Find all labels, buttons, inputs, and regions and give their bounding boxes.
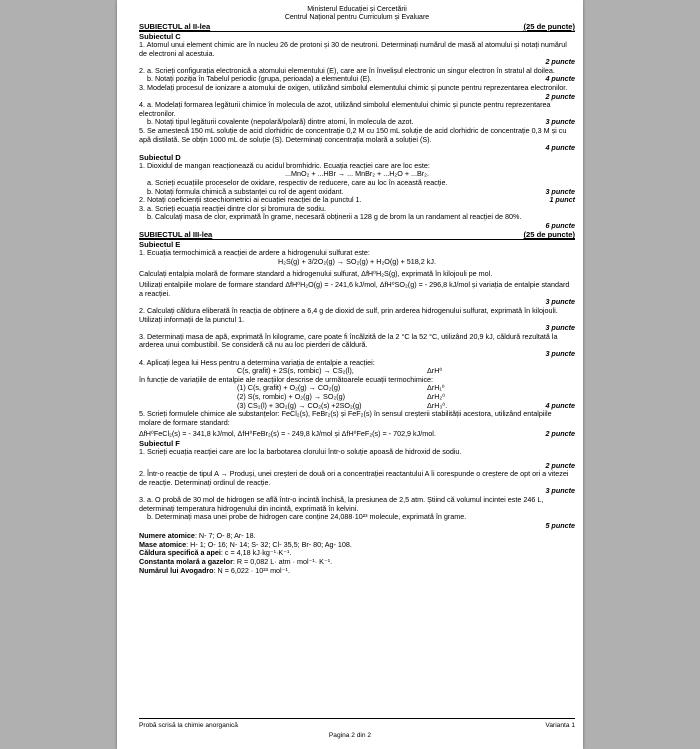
page-content xyxy=(139,6,575,575)
subject-f-title: Subiectul F xyxy=(139,438,180,448)
question-d1b: b. Notați formula chimică a substanței cu rol de agent oxidant. xyxy=(147,186,344,196)
footer-right: Varianta 1 xyxy=(545,722,575,729)
question-f3b: b. Determinați masa unei probe de hidrogen care conține 24,088·10²³ molecule, exprimată în grame. xyxy=(147,512,467,522)
equation-e4-2-dh: ΔrH₂⁰ xyxy=(427,391,446,401)
constant-gas: Constanta molară a gazelor: R = 0,082 L· atm · mol⁻¹· K⁻¹. xyxy=(139,557,333,567)
question-e3: 3. Determinați masa de apă, exprimată în kilograme, care poate fi încălzită de la 2 °C la 52 °C, utilizând 20,9 kJ, căldură rezultată la arderea unui combustibil. Se consideră că nu au loc pierderi de căldură. xyxy=(139,331,558,350)
question-d3b: b. Calculați masa de clor, exprimată în grame, necesară obținerii a 128 g de brom la un randament al reacției de 80%. xyxy=(147,212,522,222)
points-f1: 2 puncte xyxy=(545,460,575,470)
question-e1a: Calculați entalpia molară de formare standard a hidrogenului sulfurat, ΔfH⁰H₂S(g), exprimată în kilojouli pe mol. xyxy=(139,268,493,278)
points-d1: 3 puncte xyxy=(545,186,575,196)
question-d3a: 3. a. Scrieți ecuația reacției dintre clor și bromura de sodiu. xyxy=(139,203,326,213)
points-e1: 3 puncte xyxy=(545,297,575,307)
equation-e4-dh: ΔrH⁰ xyxy=(427,366,443,376)
footer-left: Probă scrisă la chimie anorganică xyxy=(139,722,238,729)
points-f3: 5 puncte xyxy=(545,520,575,530)
footer xyxy=(139,722,575,729)
points-c5: 4 puncte xyxy=(545,143,575,153)
section-2-title xyxy=(139,22,575,32)
equation-e4-1-text: (1) C(s, grafit) + O₂(g) → CO₂(g) xyxy=(237,383,341,393)
question-f3a: 3. a. O probă de 30 mol de hidrogen se află într-o incintă închisă, la presiunea de 2,5 atm. Știind că volumul incintei este 246 L, determinați temperatura hidrogenului din incintă, exprimată în kelvini. xyxy=(139,494,544,513)
section-3-points: (25 de puncte) xyxy=(523,230,575,240)
points-e4: 4 puncte xyxy=(545,400,575,410)
section-3-title xyxy=(139,230,575,240)
equation-e4-1-dh: ΔrH₁⁰ xyxy=(427,383,445,393)
values-e5: ΔfH⁰FeCl₂(s) = - 341,8 kJ/mol, ΔfH⁰FeBr₂(s) = - 249,8 kJ/mol și ΔfH⁰FeF₂(s) = - 702,9 kJ/mol. xyxy=(139,429,436,439)
question-e4-text: în funcție de variațiile de entalpie ale reacțiilor descrise de următoarele ecuații termochimice: xyxy=(139,374,434,384)
points-d2: 1 punct xyxy=(549,195,575,205)
section-2-label: SUBIECTUL al II-lea xyxy=(139,22,211,31)
subject-e-title: Subiectul E xyxy=(139,240,181,250)
constants-block xyxy=(139,532,575,575)
subject-c-title: Subiectul C xyxy=(139,32,181,41)
equation-e4-3-text: (3) CS₂(l) + 3O₂(g) → CO₂(s) +2SO₂(g) xyxy=(237,400,362,410)
footer-divider xyxy=(139,718,575,719)
points-f2: 3 puncte xyxy=(545,486,575,496)
equation-e1: H₂S(g) + 3/2O₂(g) → SO₂(g) + H₂O(g) + 518,2 kJ. xyxy=(278,257,436,267)
equation-e4-3-dh: ΔrH₃⁰. xyxy=(427,400,448,410)
section-3-label: SUBIECTUL al III-lea xyxy=(139,230,213,240)
page-number: Pagina 2 din 2 xyxy=(328,732,372,739)
equation-e4-1 xyxy=(139,384,575,393)
question-c2b: b. Notați poziția în Tabelul periodic (grupa, perioada) a elementului (E). xyxy=(147,74,372,84)
points-c4: 3 puncte xyxy=(545,117,575,127)
question-c5: 5. Se amestecă 150 mL soluție de acid clorhidric de concentrație 0,2 M cu 150 mL soluție de acid clorhidric de concentrație 0,3 M și cu apă distilată. Se obțin 1000 mL de soluție (S). Determinați concentrația molară a soluției (S). xyxy=(139,125,567,144)
question-f1: 1. Scrieți ecuația reacției care are loc la barbotarea clorului într-o soluție apoasă de hidroxid de sodiu. xyxy=(139,446,462,456)
points-d3: 6 puncte xyxy=(545,220,575,230)
header-ministry: Ministerul Educației și Cercetării xyxy=(307,6,407,13)
constant-water-heat: Căldura specifică a apei: c = 4,18 kJ·kg⁻¹·K⁻¹. xyxy=(139,548,292,558)
points-e3: 3 puncte xyxy=(545,349,575,358)
question-c3: 3. Modelați procesul de ionizare a atomului de oxigen, utilizând simbolul elementului chimic și puncte pentru reprezentarea electronilor. xyxy=(139,82,568,92)
equation-e4-text: C(s, grafit) + 2S(s, rombic) → CS₂(l), xyxy=(237,366,354,376)
points-e5: 2 puncte xyxy=(545,429,575,439)
points-c2: 4 puncte xyxy=(545,74,575,84)
question-e1: 1. Ecuația termochimică a reacției de ardere a hidrogenului sulfurat este: xyxy=(139,248,370,258)
question-e2: 2. Calculați căldura eliberată în reacția de obținere a 6,4 g de dioxid de sulf, prin arderea hidrogenului sulfurat, exprimată în kilojouli. Utilizați informații de la punctul 1. xyxy=(139,306,558,324)
equation-e4-2-text: (2) S(s, rombic) + O₂(g) → SO₂(g) xyxy=(237,391,346,401)
question-e4: 4. Aplicați legea lui Hess pentru a determina variația de entalpie a reacției: xyxy=(139,357,375,367)
points-c1: 2 puncte xyxy=(545,57,575,67)
question-e1b: Utilizați entalpiile molare de formare standard ΔfH⁰H₂O(g) = - 241,6 kJ/mol, ΔfH⁰SO₂(g) = - 296,8 kJ/mol și variația de entalpie standard a reacției. xyxy=(139,280,570,298)
question-c2a: 2. a. Scrieți configurația electronică a atomului elementului (E), care are în învelișul electronic un singur electron în stratul al doilea. xyxy=(139,65,555,75)
question-c1: 1. Atomul unui element chimic are în nucleu 26 de protoni și 30 de neutroni. Determinați numărul de masă al atomului și notați numărul de electroni al acestuia. xyxy=(139,40,567,58)
question-c4a: 4. a. Modelați formarea legăturii chimice în molecula de azot, utilizând simbolul elementului chimic și puncte pentru reprezentarea electronilor. xyxy=(139,100,551,118)
constant-atomic-numbers: Numere atomice: N- 7; O- 8; Ar- 18. xyxy=(139,531,256,541)
constant-atomic-masses: Mase atomice: H- 1; O- 16; N- 14; S- 32; Cl- 35,5; Br- 80; Ag- 108. xyxy=(139,539,352,549)
question-d1: 1. Dioxidul de mangan reacționează cu acidul bromhidric. Ecuația reacției care are loc este: xyxy=(139,160,430,170)
points-c3: 2 puncte xyxy=(545,91,575,101)
question-d1a: a. Scrieți ecuațiile proceselor de oxidare, respectiv de reducere, care au loc în această reacție. xyxy=(147,177,448,187)
document-page xyxy=(117,0,583,749)
question-c4b: b. Notați tipul legăturii covalente (nepolară/polară) dintre atomi, în molecula de azot. xyxy=(147,117,414,127)
equation-d1: ...MnO₂ + ...HBr → ... MnBr₂ + ...H₂O + ...Br₂. xyxy=(285,169,429,179)
question-e5: 5. Scrieți formulele chimice ale substanțelor: FeCl₂(s), FeBr₂(s) și FeF₂(s) în sensul creșterii stabilității acestora, utilizând entalpiile molare de formare standard: xyxy=(139,409,552,427)
question-d2: 2. Notați coeficienții stoechiometrici ai ecuației reacției de la punctul 1. xyxy=(139,195,362,205)
question-f2: 2. Într-o reacție de tipul A → Produși, unei creșteri de două ori a concentrației reactantului A îi corespunde o creștere de opt ori a vitezei de reacție. Determinați ordinul de reacție. xyxy=(139,469,569,487)
points-e2: 3 puncte xyxy=(545,323,575,333)
section-2-points: (25 de puncte) xyxy=(523,22,575,31)
subject-d-title: Subiectul D xyxy=(139,152,181,162)
header-center: Centrul Național pentru Curriculum și Evaluare xyxy=(284,14,430,21)
constant-avogadro: Numărul lui Avogadro: N = 6,022 · 10²³ mol⁻¹. xyxy=(139,565,290,575)
